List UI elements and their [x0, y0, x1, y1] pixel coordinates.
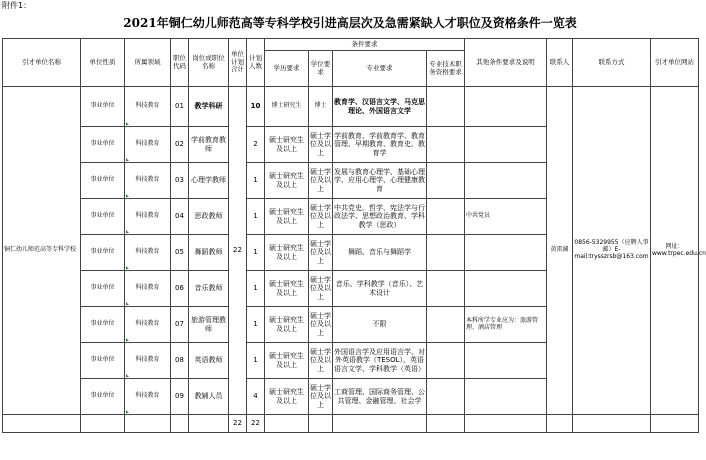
education-cell: 硕士研究生及以上	[265, 271, 309, 307]
degree-cell: 硕士学位及以上	[309, 271, 333, 307]
position-code-cell: 02	[171, 127, 189, 163]
unit-nature-cell: 事业单位	[81, 343, 125, 379]
other-conditions-cell	[465, 343, 547, 379]
positions-table-container	[2, 38, 706, 433]
header-position-code: 职位代码	[171, 39, 189, 87]
degree-cell: 硕士学位及以上	[309, 199, 333, 235]
header-field: 所属领域	[125, 39, 171, 87]
education-cell: 博士研究生	[265, 87, 309, 127]
title-req-cell	[427, 235, 465, 271]
empty-cell	[573, 415, 651, 433]
position-name-cell: 教辅人员	[189, 379, 229, 415]
other-conditions-cell	[465, 271, 547, 307]
total-unit-plan: 22	[229, 415, 247, 433]
title-req-cell	[427, 163, 465, 199]
field-cell: 科技教育	[125, 163, 171, 199]
field-cell: 科技教育	[125, 235, 171, 271]
plan-count-cell: 10	[247, 87, 265, 127]
unit-nature-cell: 事业单位	[81, 127, 125, 163]
unit-nature-cell: 事业单位	[81, 199, 125, 235]
empty-cell	[547, 415, 573, 433]
unit-nature-cell: 事业单位	[81, 379, 125, 415]
education-cell: 硕士研究生及以上	[265, 127, 309, 163]
position-name-cell: 学前教育教师	[189, 127, 229, 163]
title-req-cell	[427, 271, 465, 307]
other-conditions-cell	[465, 235, 547, 271]
plan-count-cell: 1	[247, 163, 265, 199]
total-plan-count: 22	[247, 415, 265, 433]
major-cell: 外国语言学及应用语言学、对外英语教学（TESOL）、英语语言文学、学科教学（英语）	[333, 343, 427, 379]
plan-count-cell: 1	[247, 235, 265, 271]
position-name-cell: 思政教师	[189, 199, 229, 235]
education-cell: 硕士研究生及以上	[265, 343, 309, 379]
field-cell: 科技教育	[125, 127, 171, 163]
major-cell: 发展与教育心理学、基础心理学、应用心理学、心理健康教育	[333, 163, 427, 199]
field-cell: 科技教育	[125, 307, 171, 343]
header-education: 学历要求	[265, 51, 309, 87]
unit-nature-cell: 事业单位	[81, 307, 125, 343]
header-contact-method: 联系方式	[573, 39, 651, 87]
table-row	[3, 87, 699, 127]
other-conditions-cell: 中共党员	[465, 199, 547, 235]
title-req-cell	[427, 343, 465, 379]
position-name-cell: 舞蹈教师	[189, 235, 229, 271]
empty-cell	[125, 415, 171, 433]
major-cell: 音乐、学科教学（音乐）、艺术设计	[333, 271, 427, 307]
degree-cell: 硕士学位及以上	[309, 343, 333, 379]
field-cell: 科技教育	[125, 379, 171, 415]
plan-count-cell: 1	[247, 307, 265, 343]
position-code-cell: 09	[171, 379, 189, 415]
position-name-cell: 旅游管理教师	[189, 307, 229, 343]
page-title: 2021年铜仁幼儿师范高等专科学校引进高层次及急需紧缺人才职位及资格条件一览表	[123, 16, 577, 30]
other-conditions-cell	[465, 127, 547, 163]
major-cell: 舞蹈、音乐与舞蹈学	[333, 235, 427, 271]
other-conditions-cell	[465, 87, 547, 127]
empty-cell	[465, 415, 547, 433]
employer-name: 铜仁幼儿师范高等专科学校	[3, 87, 81, 415]
position-code-cell: 01	[171, 87, 189, 127]
field-cell: 科技教育	[125, 343, 171, 379]
header-website: 引才单位网站	[651, 39, 699, 87]
empty-cell	[265, 415, 309, 433]
education-cell: 硕士研究生及以上	[265, 199, 309, 235]
header-title-req: 专业技术职务资格要求	[427, 51, 465, 87]
unit-nature-cell: 事业单位	[81, 235, 125, 271]
plan-count-cell: 1	[247, 199, 265, 235]
unit-nature-cell: 事业单位	[81, 163, 125, 199]
position-code-cell: 06	[171, 271, 189, 307]
plan-count-cell: 2	[247, 127, 265, 163]
other-conditions-cell	[465, 163, 547, 199]
table-body	[3, 87, 706, 433]
header-position-name: 岗位或职位名称	[189, 39, 229, 87]
position-code-cell: 03	[171, 163, 189, 199]
header-contact-person: 联系人	[547, 39, 573, 87]
empty-cell	[309, 415, 333, 433]
title-req-cell	[427, 127, 465, 163]
position-code-cell: 05	[171, 235, 189, 271]
totals-row	[3, 415, 699, 433]
contact-method: 0856-5329955（应聘人事邮）E-mail:trysszrsb@163.com	[573, 87, 651, 415]
major-cell: 教育学、汉语言文学、马克思理论、外国语言文学	[333, 87, 427, 127]
degree-cell: 博士	[309, 87, 333, 127]
major-cell: 中共党史、哲学、宪法学与行政法学、思想政治教育、学科教学（思政）	[333, 199, 427, 235]
header-degree: 学位要求	[309, 51, 333, 87]
position-code-cell: 04	[171, 199, 189, 235]
unit-plan-total-cell: 22	[229, 87, 247, 415]
field-cell: 科技教育	[125, 199, 171, 235]
position-code-cell: 07	[171, 307, 189, 343]
empty-cell	[3, 415, 81, 433]
degree-cell: 硕士学位及以上	[309, 127, 333, 163]
position-name-cell: 心理学教师	[189, 163, 229, 199]
degree-cell: 硕士学位及以上	[309, 307, 333, 343]
header-employer: 引才单位名称	[3, 39, 81, 87]
empty-cell	[333, 415, 427, 433]
header-major: 专业要求	[333, 51, 427, 87]
degree-cell: 硕士学位及以上	[309, 163, 333, 199]
position-name-cell: 英语教师	[189, 343, 229, 379]
major-cell: 不限	[333, 307, 427, 343]
title-req-cell	[427, 199, 465, 235]
title-req-cell	[427, 307, 465, 343]
major-cell: 学前教育、学前教育学、教育管理、早期教育、教育史、教育学	[333, 127, 427, 163]
plan-count-cell: 4	[247, 379, 265, 415]
other-conditions-cell: 本科所学专业应为：旅游管理、酒店管理	[465, 307, 547, 343]
unit-nature-cell: 事业单位	[81, 271, 125, 307]
education-cell: 硕士研究生及以上	[265, 235, 309, 271]
unit-nature-cell: 事业单位	[81, 87, 125, 127]
major-cell: 工商管理、国际商务管理、公共管理、金融管理、社会学	[333, 379, 427, 415]
degree-cell: 硕士学位及以上	[309, 235, 333, 271]
title-req-cell	[427, 87, 465, 127]
header-conditions: 条件要求	[265, 39, 465, 51]
contact-person: 黄雷阔	[547, 87, 573, 415]
header-unit-nature: 单位性质	[81, 39, 125, 87]
other-conditions-cell	[465, 379, 547, 415]
empty-cell	[651, 415, 699, 433]
position-code-cell: 08	[171, 343, 189, 379]
field-cell: 科技教育	[125, 271, 171, 307]
positions-table	[2, 38, 706, 433]
header-plan-count: 计划人数	[247, 39, 265, 87]
website: 网址：www.trpec.edu.cn	[651, 87, 699, 415]
header-unit-plan-total: 单位计划合计	[229, 39, 247, 87]
empty-cell	[171, 415, 189, 433]
education-cell: 硕士研究生及以上	[265, 379, 309, 415]
empty-cell	[427, 415, 465, 433]
degree-cell: 硕士学位及以上	[309, 379, 333, 415]
education-cell: 硕士研究生及以上	[265, 307, 309, 343]
empty-cell	[81, 415, 125, 433]
field-cell: 科技教育	[125, 87, 171, 127]
plan-count-cell: 1	[247, 343, 265, 379]
position-name-cell: 教学科研	[189, 87, 229, 127]
plan-count-cell: 1	[247, 271, 265, 307]
attachment-label: 附件1：	[2, 1, 32, 10]
header-other: 其他条件要求及说明	[465, 39, 547, 87]
education-cell: 硕士研究生及以上	[265, 163, 309, 199]
position-name-cell: 音乐教师	[189, 271, 229, 307]
empty-cell	[189, 415, 229, 433]
title-req-cell	[427, 379, 465, 415]
